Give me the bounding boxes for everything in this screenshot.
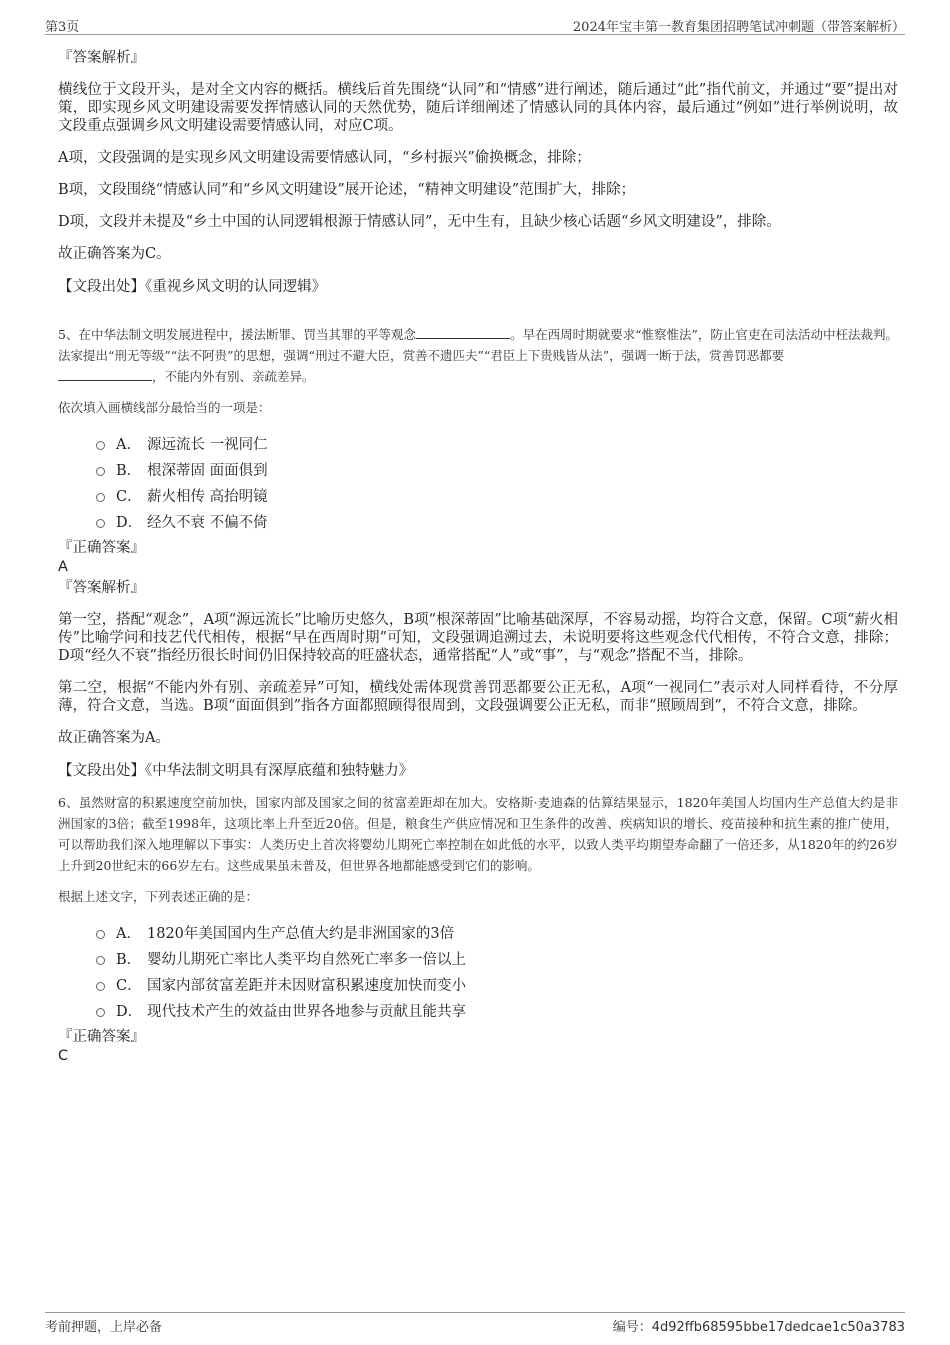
q6-option-b[interactable]: B． 婴幼儿期死亡率比人类平均自然死亡率多一倍以上 (96, 947, 898, 973)
q5-conclusion: 故正确答案为A。 (58, 730, 170, 746)
document-title: 2024年宝丰第一教育集团招聘笔试冲刺题（带答案解析） (572, 20, 905, 35)
q6-answer-tag: 『正确答案』 (58, 1029, 145, 1045)
radio-icon[interactable] (96, 441, 105, 450)
q5-source: 【文段出处】《中华法制文明具有深厚底蕴和独特魅力》 (58, 763, 414, 779)
q5-option-d[interactable]: D． 经久不衰 不偏不倚 (96, 510, 898, 536)
q4-option-b-analysis: B项，文段围绕“情感认同”和“乡风文明建设”展开论述，“精神文明建设”范围扩大，排除； (58, 182, 636, 198)
q6-option-c[interactable]: C． 国家内部贫富差距并未因财富积累速度加快而变小 (96, 973, 898, 999)
q6-prompt: 根据上述文字，下列表述正确的是： (58, 889, 259, 904)
q4-option-a-analysis: A项，文段强调的是实现乡风文明建设需要情感认同，“乡村振兴”偷换概念，排除； (58, 150, 591, 166)
document-code (613, 1316, 905, 1335)
code-label: 编号： (612, 1320, 652, 1335)
radio-icon[interactable] (96, 1008, 105, 1017)
radio-icon[interactable] (96, 982, 105, 991)
footer-note: 考前押题，上岸必备 (45, 1320, 163, 1335)
q5-blank-1 (416, 325, 510, 339)
q5-stem-part3: ，不能内外有别、亲疏差异。 (152, 369, 315, 384)
q5-analysis-first-blank: 第一空，搭配“观念”，A项“源远流长”比喻历史悠久，B项“根深蒂固”比喻基础深厚，不容易动摇，均符合文意，保留。C项“薪火相传”比喻学问和技艺代代相传，根据“早在西周时期”可知，文段强调追溯过去，未说明要将这些观念代代相传，不符合文意，排除；D项“经久不衰”指经历很长时间仍旧保持较高的旺盛状态，通常搭配“人”或“事”，与“观念”搭配不当，排除。 (58, 612, 898, 664)
q5-options (58, 432, 898, 536)
q5-blank-2 (58, 367, 152, 381)
radio-icon[interactable] (96, 467, 105, 476)
radio-icon[interactable] (96, 519, 105, 528)
q4-analysis-tag: 『答案解析』 (58, 50, 145, 66)
q5-analysis-tag: 『答案解析』 (58, 580, 145, 596)
q5-prompt: 依次填入画横线部分最恰当的一项是： (58, 400, 271, 415)
q6-stem: 6、虽然财富的积累速度空前加快，国家内部及国家之间的贫富差距却在加大。安格斯·麦迪森的估算结果显示，1820年美国人均国内生产总值大约是非洲国家的3倍；截至1998年，这项比率上升至近20倍。但是，粮食生产供应情况和卫生条件的改善、疾病知识的增长、疫苗接种和抗生素的推广使用，可以帮助我们深入地理解以下事实：人类历史上首次将婴幼儿期死亡率控制在如此低的水平，以致人类平均期望寿命翻了一倍还多，从1820年的约26岁上升到20世纪末的66岁左右。这些成果虽未普及，但世界各地都能感受到它们的影响。 (58, 795, 898, 873)
q5-option-b[interactable]: B． 根深蒂固 面面俱到 (96, 458, 898, 484)
q5-stem-part2: 。早在西周时期就要求“惟察惟法”，防止官吏在司法活动中枉法裁判。法家提出“刑无等级”“法不阿贵”的思想，强调“刑过不避大臣，赏善不遗匹夫”“君臣上下贵贱皆从法”，强调一断于法，赏善罚恶都要 (58, 327, 898, 363)
q5-analysis-second-blank: 第二空，根据“不能内外有别、亲疏差异”可知，横线处需体现赏善罚恶都要公正无私，A项“一视同仁”表示对人同样看待，不分厚薄，符合文意，当选。B项“面面俱到”指各方面都照顾得很周到，文段强调要公正无私，而非“照顾周到”，不符合文意，排除。 (58, 680, 898, 714)
q5-option-a[interactable]: A． 源远流长 一视同仁 (96, 432, 898, 458)
q5-stem-part1: 5、在中华法制文明发展进程中，援法断罪、罚当其罪的平等观念 (58, 327, 417, 342)
q4-analysis-paragraph: 横线位于文段开头，是对全文内容的概括。横线后首先围绕“认同”和“情感”进行阐述，随后通过“此”指代前文，并通过“要”提出对策，即实现乡风文明建设需要发挥情感认同的天然优势，随后详细阐述了情感认同的具体内容，最后通过“例如”进行举例说明，故文段重点强调乡风文明建设需要情感认同，对应C项。 (58, 82, 898, 134)
q4-option-d-analysis: D项，文段并未提及“乡土中国的认同逻辑根源于情感认同”，无中生有，且缺少核心话题“乡风文明建设”，排除。 (58, 214, 781, 230)
q6-option-d[interactable]: D． 现代技术产生的效益由世界各地参与贡献且能共享 (96, 999, 898, 1025)
q5-option-c[interactable]: C． 薪火相传 高抬明镜 (96, 484, 898, 510)
page-number: 第3页 (45, 20, 80, 35)
code-value: 4d92ffb68595bbe17dedcae1c50a3783 (651, 1320, 905, 1335)
page-header (45, 14, 905, 35)
q5-answer-tag: 『正确答案』 (58, 540, 145, 556)
radio-icon[interactable] (96, 956, 105, 965)
q5-answer: A (58, 559, 68, 575)
page-footer (45, 1312, 905, 1335)
q6-option-a[interactable]: A． 1820年美国国内生产总值大约是非洲国家的3倍 (96, 921, 898, 947)
q6-options (58, 921, 898, 1025)
q5-stem (58, 324, 898, 387)
q4-source: 【文段出处】《重视乡风文明的认同逻辑》 (58, 279, 327, 295)
q4-conclusion: 故正确答案为C。 (58, 246, 171, 262)
q6-answer: C (58, 1048, 69, 1064)
radio-icon[interactable] (96, 930, 105, 939)
page-content (58, 48, 898, 1065)
radio-icon[interactable] (96, 493, 105, 502)
